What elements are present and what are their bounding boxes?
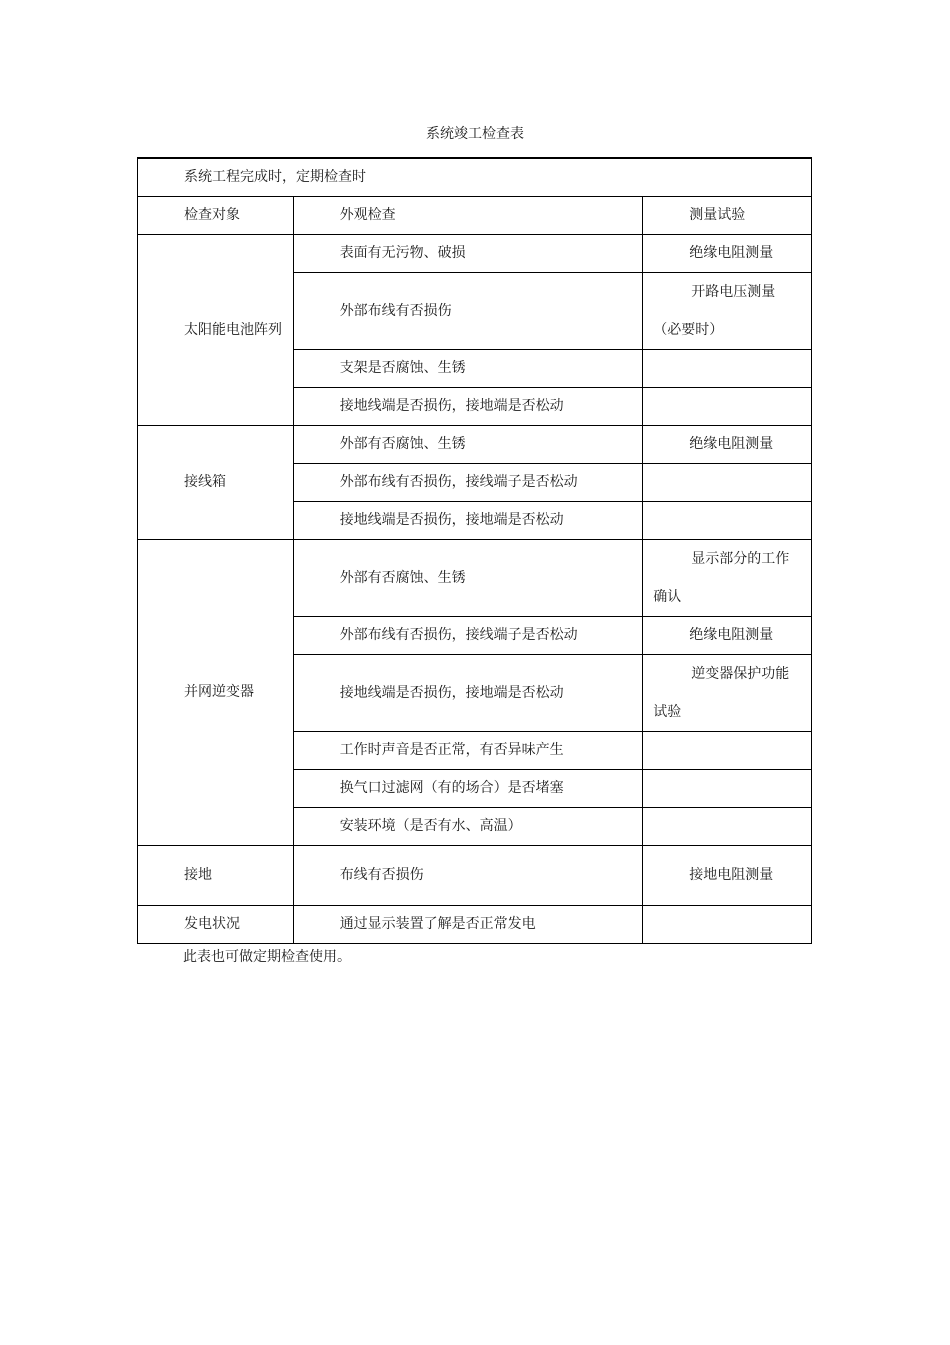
header-measure: 测量试验 bbox=[643, 196, 812, 234]
visual-cell: 外部有否腐蚀、生锈 bbox=[293, 425, 643, 463]
measure-cell: 逆变器保护功能试验 bbox=[643, 654, 812, 731]
measure-cell bbox=[643, 905, 812, 943]
inspection-table bbox=[137, 157, 812, 944]
header-object: 检查对象 bbox=[138, 196, 294, 234]
table-row bbox=[138, 845, 812, 905]
measure-cell: 绝缘电阻测量 bbox=[643, 616, 812, 654]
visual-cell: 布线有否损伤 bbox=[293, 845, 643, 905]
visual-cell: 接地线端是否损伤，接地端是否松动 bbox=[293, 654, 643, 731]
visual-cell: 外部布线有否损伤，接线端子是否松动 bbox=[293, 463, 643, 501]
visual-cell: 通过显示装置了解是否正常发电 bbox=[293, 905, 643, 943]
timing-text: 系统工程完成时，定期检查时 bbox=[184, 169, 366, 186]
timing-row bbox=[138, 158, 812, 196]
object-cell: 发电状况 bbox=[138, 905, 294, 943]
visual-cell: 安装环境（是否有水、高温） bbox=[293, 807, 643, 845]
header-visual: 外观检查 bbox=[293, 196, 643, 234]
visual-cell: 工作时声音是否正常，有否异味产生 bbox=[293, 731, 643, 769]
header-row bbox=[138, 196, 812, 234]
timing-cell bbox=[138, 158, 812, 196]
visual-cell: 支架是否腐蚀、生锈 bbox=[293, 349, 643, 387]
table-row bbox=[138, 905, 812, 943]
document-title: 系统竣工检查表 bbox=[426, 126, 524, 142]
visual-cell: 表面有无污物、破损 bbox=[293, 234, 643, 272]
measure-cell bbox=[643, 463, 812, 501]
measure-cell bbox=[643, 387, 812, 425]
object-cell: 接线箱 bbox=[138, 425, 294, 539]
measure-cell bbox=[643, 349, 812, 387]
measure-cell bbox=[643, 501, 812, 539]
visual-cell: 接地线端是否损伤，接地端是否松动 bbox=[293, 501, 643, 539]
object-cell: 接地 bbox=[138, 845, 294, 905]
measure-cell bbox=[643, 807, 812, 845]
visual-cell: 外部布线有否损伤，接线端子是否松动 bbox=[293, 616, 643, 654]
measure-cell: 开路电压测量（必要时） bbox=[643, 272, 812, 349]
visual-cell: 接地线端是否损伤，接地端是否松动 bbox=[293, 387, 643, 425]
measure-cell: 接地电阻测量 bbox=[643, 845, 812, 905]
table-row bbox=[138, 234, 812, 272]
measure-cell bbox=[643, 731, 812, 769]
object-cell: 太阳能电池阵列 bbox=[138, 234, 294, 425]
footnote: 此表也可做定期检查使用。 bbox=[183, 949, 351, 965]
table-row bbox=[138, 539, 812, 616]
table-row bbox=[138, 425, 812, 463]
measure-cell bbox=[643, 769, 812, 807]
object-cell: 并网逆变器 bbox=[138, 539, 294, 845]
measure-cell: 绝缘电阻测量 bbox=[643, 234, 812, 272]
measure-cell: 显示部分的工作确认 bbox=[643, 539, 812, 616]
measure-cell: 绝缘电阻测量 bbox=[643, 425, 812, 463]
visual-cell: 外部有否腐蚀、生锈 bbox=[293, 539, 643, 616]
visual-cell: 换气口过滤网（有的场合）是否堵塞 bbox=[293, 769, 643, 807]
visual-cell: 外部布线有否损伤 bbox=[293, 272, 643, 349]
